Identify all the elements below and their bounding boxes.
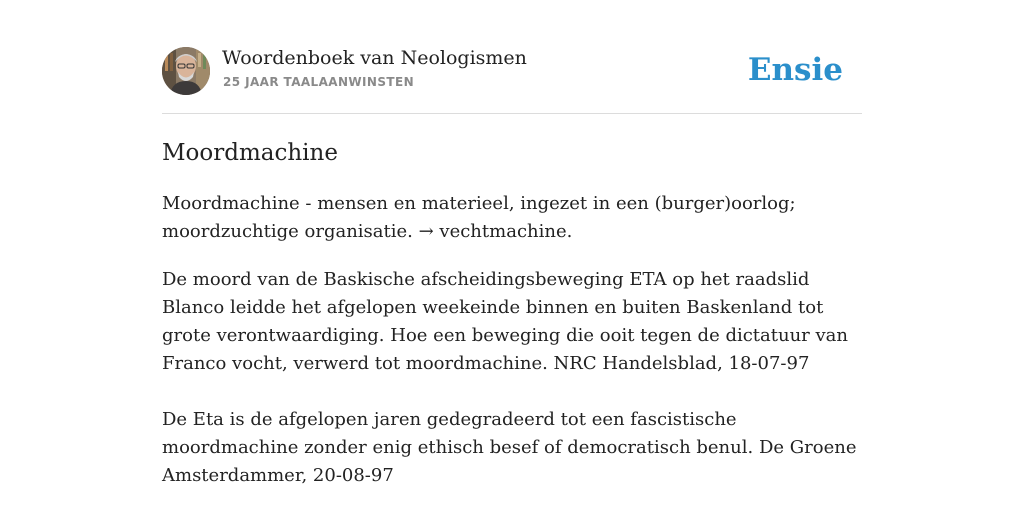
avatar[interactable] bbox=[162, 47, 210, 95]
entry-definition: Moordmachine - mensen en materieel, ingezet in een (burger)oorlog; moordzuchtige organisatie. → vechtmachine. bbox=[162, 193, 796, 242]
entry-title: Moordmachine bbox=[162, 140, 338, 166]
author-portrait-icon bbox=[162, 47, 210, 95]
author-name[interactable]: Woordenboek van Neologismen bbox=[222, 47, 527, 69]
brand-logo[interactable]: Ensie bbox=[747, 52, 843, 88]
divider bbox=[162, 113, 862, 114]
entry-quote: De Eta is de afgelopen jaren gedegradeerd tot een fascistische moordmachine zonder enig ethisch besef of democratisch benul. De Groene Amsterdammer, 20-08-97 bbox=[162, 409, 857, 486]
entry-content bbox=[162, 190, 862, 490]
header bbox=[162, 46, 862, 96]
entry-quote: De moord van de Baskische afscheidingsbeweging ETA op het raadslid Blanco leidde het afgelopen weekeinde binnen en buiten Baskenland tot grote verontwaardiging. Hoe een beweging die ooit tegen de dictatuur van Franco vocht, verwerd tot moordmachine. NRC Handelsblad, 18-07-97 bbox=[162, 269, 849, 374]
author-subtitle: 25 JAAR TAALAANWINSTEN bbox=[223, 75, 415, 89]
